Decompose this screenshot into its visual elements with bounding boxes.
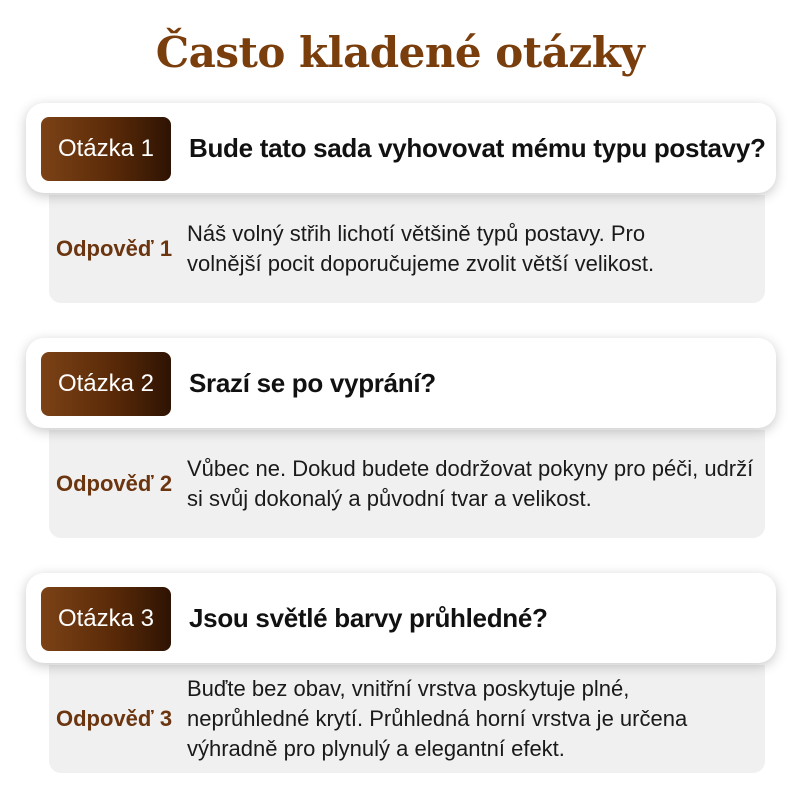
question-badge: Otázka 3: [41, 587, 171, 651]
faq-item: [0, 103, 800, 313]
answer-text-content: Náš volný střih lichotí většině typů postavy. Pro volnější pocit doporučujeme zvolit větší velikost.: [187, 221, 655, 276]
answer-text-content: Buďte bez obav, vnitřní vrstva poskytuje plné, neprůhledné krytí. Průhledná horní vrstva je určena výhradně pro plynulý a elegantní efekt.: [187, 676, 688, 761]
answer-text: [187, 430, 757, 538]
answer-card: [49, 195, 765, 303]
question-text: Bude tato sada vyhovovat mému typu postavy?: [189, 132, 766, 163]
question-card[interactable]: [26, 573, 776, 663]
answer-text-content: Vůbec ne. Dokud budete dodržovat pokyny pro péči, udrží si svůj dokonalý a původní tvar a velikost.: [187, 456, 754, 511]
question-badge: Otázka 1: [41, 117, 171, 181]
answer-label: Odpověď 2: [56, 471, 173, 496]
question-text: Srazí se po vyprání?: [189, 367, 436, 398]
faq-item: [0, 338, 800, 548]
question-card[interactable]: [26, 338, 776, 428]
answer-label: Odpověď 1: [56, 236, 173, 261]
answer-text: [187, 665, 757, 773]
page-title: Často kladené otázky: [155, 28, 645, 77]
question-text: Jsou světlé barvy průhledné?: [189, 602, 548, 633]
answer-text: [187, 195, 757, 303]
question-badge: Otázka 2: [41, 352, 171, 416]
answer-card: [49, 430, 765, 538]
answer-card: [49, 665, 765, 773]
question-card[interactable]: [26, 103, 776, 193]
answer-label: Odpověď 3: [56, 706, 173, 731]
faq-item: [0, 573, 800, 783]
